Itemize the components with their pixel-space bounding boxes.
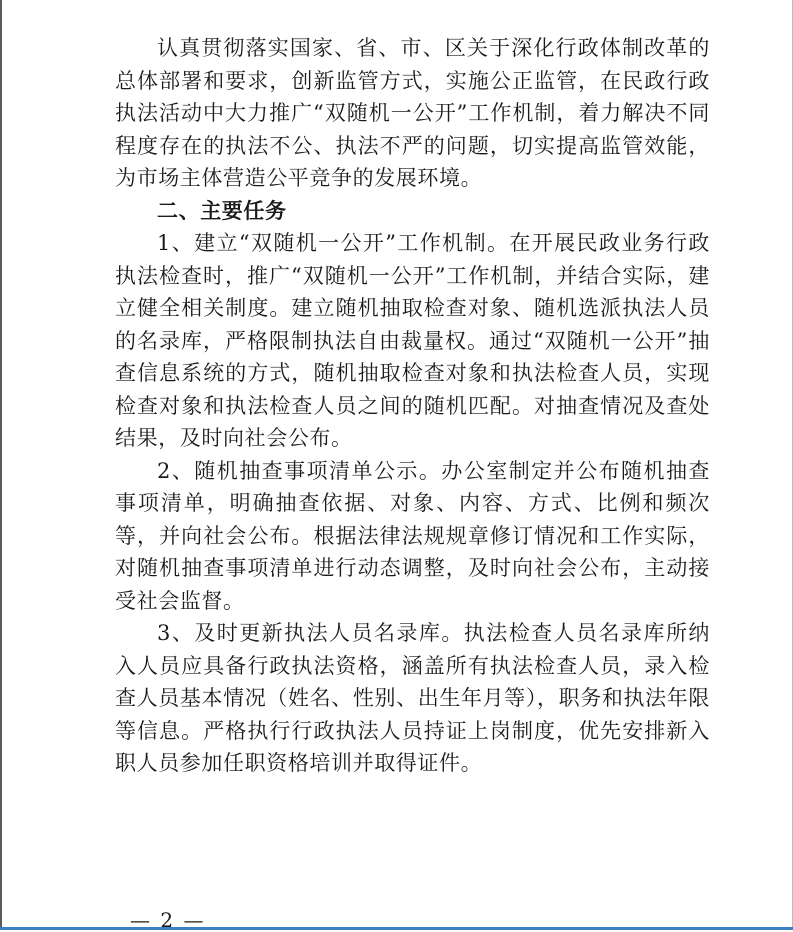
paragraph-task-3: 3、及时更新执法人员名录库。执法检查人员名录库所纳入人员应具备行政执法资格，涵盖所有执法检查人员，录入检查人员基本情况（姓名、性别、出生年月等），职务和执法年限等信息。严格执行行政执法人员持证上岗制度，优先安排新入职人员参加任职资格培训并取得证件。 — [115, 621, 710, 775]
page-number: — 2 — — [130, 908, 206, 932]
paragraph-task-2: 2、随机抽查事项清单公示。办公室制定并公布随机抽查事项清单，明确抽查依据、对象、内容、方式、比例和频次等，并向社会公布。根据法律法规规章修订情况和工作实际，对随机抽查事项清单进行动态调整，及时向社会公布，主动接受社会监督。 — [115, 458, 710, 613]
section-heading-main-tasks: 二、主要任务 — [157, 197, 287, 223]
document-body — [115, 32, 710, 780]
page-left-edge — [0, 0, 2, 930]
paragraph-task-1: 1、建立“双随机一公开”工作机制。在开展民政业务行政执法检查时，推广“双随机一公开”工作机制，并结合实际，建立健全相关制度。建立随机抽取检查对象、随机选派执法人员的名录库，严格限制执法自由裁量权。通过“双随机一公开”抽查信息系统的方式，随机抽取检查对象和执法检查人员，实现检查对象和执法检查人员之间的随机匹配。对抽查情况及查处结果，及时向社会公布。 — [115, 231, 710, 450]
paragraph-intro: 认真贯彻落实国家、省、市、区关于深化行政体制改革的总体部署和要求，创新监管方式，实施公正监管，在民政行政执法活动中大力推广“双随机一公开”工作机制，着力解决不同程度存在的执法不公、执法不严的问题，切实提高监管效能，为市场主体营造公平竞争的发展环境。 — [115, 36, 710, 190]
